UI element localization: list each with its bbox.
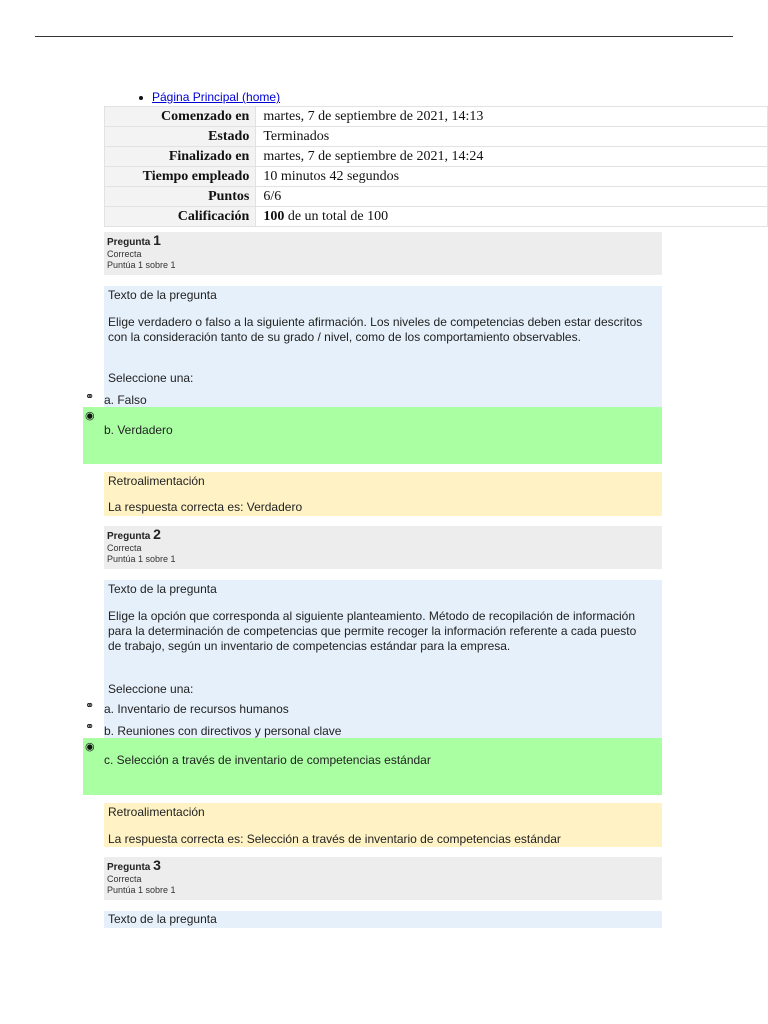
- breadcrumb: [139, 90, 280, 104]
- summary-label: Calificación: [105, 207, 256, 227]
- feedback-heading: Retroalimentación: [108, 805, 205, 819]
- summary-label: Puntos: [105, 187, 256, 207]
- feedback-heading: Retroalimentación: [108, 474, 205, 488]
- grade-total: de un total de 100: [284, 208, 389, 224]
- bullet-icon: [139, 96, 143, 100]
- summary-row-grade: [105, 207, 768, 227]
- summary-value: 10 minutos 42 segundos: [256, 167, 768, 187]
- summary-value: martes, 7 de septiembre de 2021, 14:24: [256, 147, 768, 167]
- answer-option[interactable]: a. Inventario de recursos humanos: [104, 702, 289, 716]
- question-number: Pregunta 3: [107, 857, 161, 873]
- radio-unchecked-icon[interactable]: ⚭: [85, 700, 95, 712]
- question-score: Puntúa 1 sobre 1: [107, 885, 176, 895]
- summary-row-points: [105, 187, 768, 207]
- question-number: Pregunta 2: [107, 526, 161, 542]
- radio-checked-icon[interactable]: ◉: [85, 410, 95, 422]
- answer-option-selected[interactable]: c. Selección a través de inventario de competencias estándar: [104, 753, 431, 767]
- question-status: Correcta: [107, 874, 142, 884]
- radio-unchecked-icon[interactable]: ⚭: [85, 391, 95, 403]
- question-score: Puntúa 1 sobre 1: [107, 554, 176, 564]
- answer-prompt: Seleccione una:: [108, 682, 194, 696]
- question-text-heading: Texto de la pregunta: [108, 912, 217, 926]
- summary-value: [256, 207, 768, 227]
- summary-label: Comenzado en: [105, 107, 256, 127]
- question-1-info: [104, 232, 662, 275]
- summary-row-time: [105, 167, 768, 187]
- grade-value: 100: [263, 208, 285, 224]
- question-number: Pregunta 1: [107, 232, 161, 248]
- question-status: Correcta: [107, 249, 142, 259]
- attempt-summary-table: [104, 106, 768, 227]
- answer-prompt: Seleccione una:: [108, 371, 194, 385]
- summary-row-started: [105, 107, 768, 127]
- answer-option-selected[interactable]: b. Verdadero: [104, 423, 173, 437]
- summary-row-state: [105, 127, 768, 147]
- question-2-info: [104, 526, 662, 569]
- feedback-text: La respuesta correcta es: Selección a través de inventario de competencias estándar: [108, 832, 561, 846]
- answer-option[interactable]: a. Falso: [104, 393, 147, 407]
- question-text: Elige verdadero o falso a la siguiente afirmación. Los niveles de competencias deben estar descritos con la consideración tanto de su grado / nivel, como de los comportamiento observables.: [108, 315, 643, 344]
- summary-value: Terminados: [256, 127, 768, 147]
- summary-label: Tiempo empleado: [105, 167, 256, 187]
- summary-label: Estado: [105, 127, 256, 147]
- question-3-info: [104, 857, 662, 900]
- question-text: Elige la opción que corresponda al siguiente planteamiento. Método de recopilación de información para la determinación de competencias que permite recoger la información referente a cada puesto de trabajo, según un inventario de competencias estándar para la empresa.: [108, 609, 637, 653]
- question-status: Correcta: [107, 543, 142, 553]
- feedback-text: La respuesta correcta es: Verdadero: [108, 500, 303, 514]
- home-link[interactable]: Página Principal (home): [152, 90, 281, 104]
- question-1-body: [104, 286, 662, 408]
- summary-value: 6/6: [256, 187, 768, 207]
- question-text-heading: Texto de la pregunta: [108, 288, 217, 302]
- summary-label: Finalizado en: [105, 147, 256, 167]
- radio-checked-icon[interactable]: ◉: [85, 741, 95, 753]
- question-text-heading: Texto de la pregunta: [108, 582, 217, 596]
- answer-option[interactable]: b. Reuniones con directivos y personal clave: [104, 724, 342, 738]
- question-score: Puntúa 1 sobre 1: [107, 260, 176, 270]
- summary-row-finished: [105, 147, 768, 167]
- top-rule: [35, 36, 733, 37]
- radio-unchecked-icon[interactable]: ⚭: [85, 721, 95, 733]
- summary-value: martes, 7 de septiembre de 2021, 14:13: [256, 107, 768, 127]
